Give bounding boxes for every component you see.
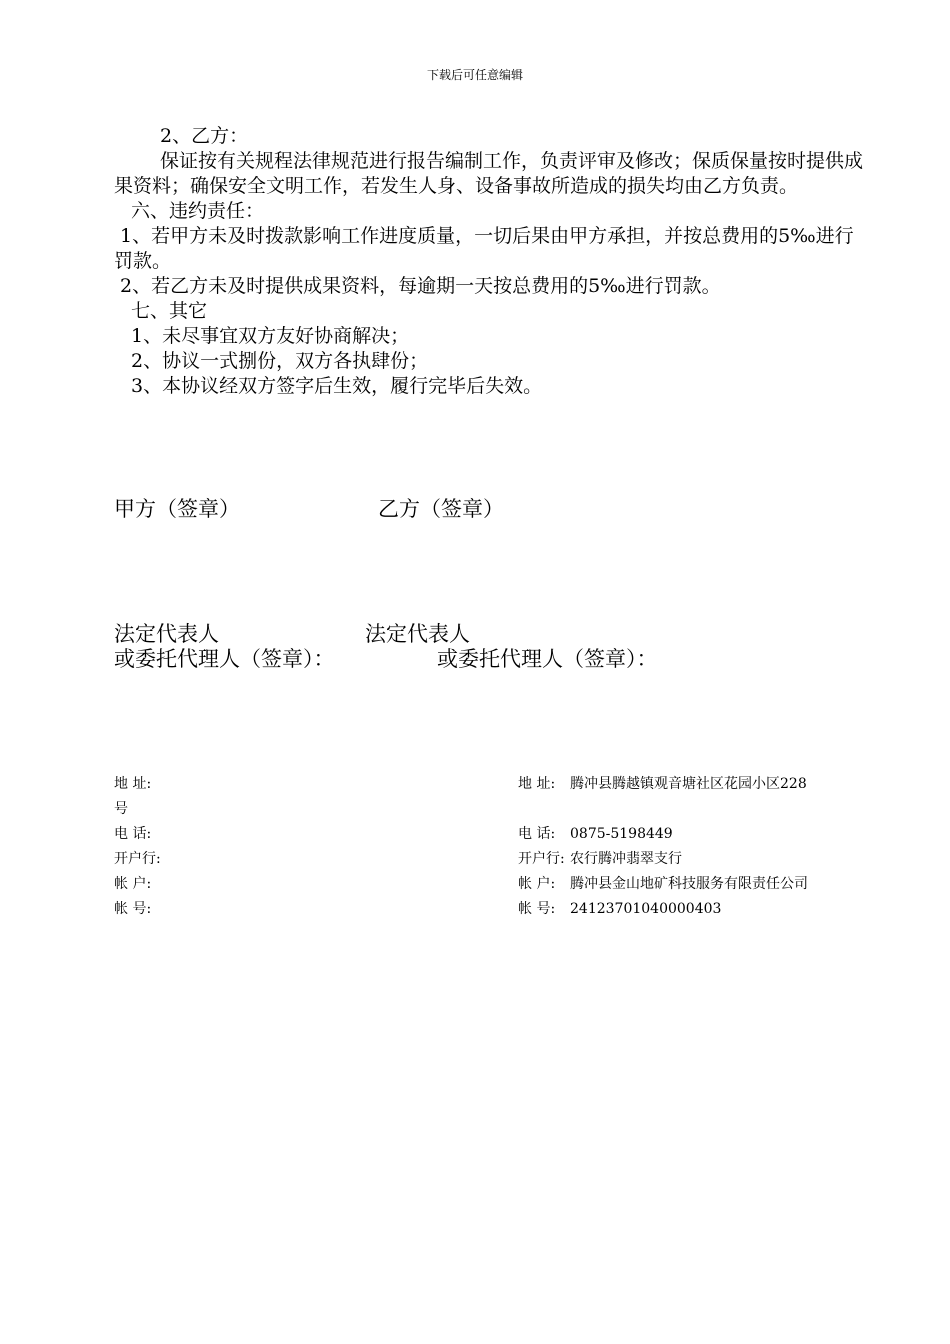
party-b-agent-label: 或委托代理人（签章）： xyxy=(437,647,658,671)
section-breach-heading: 六、违约责任： xyxy=(131,200,265,222)
party-a-agent-label: 或委托代理人（签章）： xyxy=(114,647,335,671)
other-clause-3: 3、本协议经双方签字后生效，履行完毕后失效。 xyxy=(131,375,543,397)
party-b-account-no-row xyxy=(518,897,721,922)
address-wrap-text: 号 xyxy=(114,801,128,817)
breach-clause-1: 1、若甲方未及时拨款影响工作进度质量，一切后果由甲方承担，并按总费用的5‰进行罚款。 xyxy=(114,225,854,272)
party-a-account-name-row xyxy=(114,872,166,897)
breach-clause-2: 2、若乙方未及时提供成果资料，每逾期一天按总费用的5‰进行罚款。 xyxy=(120,275,721,297)
section-other-heading: 七、其它 xyxy=(131,300,208,322)
party-b-phone-value: 0875-5198449 xyxy=(570,826,673,842)
party-a-representative-label: 法定代表人 xyxy=(114,622,219,646)
party-b-bank-row xyxy=(518,847,682,872)
party-b-phone-label: 电 话: xyxy=(518,826,556,842)
party-b-address-row xyxy=(518,772,807,797)
party-b-address-value: 腾冲县腾越镇观音塘社区花园小区228 xyxy=(570,776,807,792)
party-b-account-name-label: 帐 户: xyxy=(518,876,556,892)
party-a-account-no-label: 帐 号: xyxy=(114,901,152,917)
other-clause-1: 1、未尽事宜双方友好协商解决； xyxy=(131,325,410,347)
party-a-address-row xyxy=(114,772,166,797)
contract-body xyxy=(114,124,864,399)
party-b-bank-value: 农行腾冲翡翠支行 xyxy=(570,851,682,867)
party-b-bank-label: 开户行: xyxy=(518,851,565,867)
party-b-account-no-value: 24123701040000403 xyxy=(570,901,722,917)
party-a-account-no-row xyxy=(114,897,166,922)
page-header: 下载后可任意编辑 xyxy=(426,68,523,82)
clause-party-b-duties: 保证按有关规程法律规范进行报告编制工作，负责评审及修改；保质保量按时提供成果资料；确保安全文明工作，若发生人身、设备事故所造成的损失均由乙方负责。 xyxy=(114,150,864,197)
party-b-account-name-value: 腾冲县金山地矿科技服务有限责任公司 xyxy=(570,876,808,892)
party-b-account-name-row xyxy=(518,872,808,897)
party-b-seal-label: 乙方（签章） xyxy=(378,497,504,521)
party-a-seal-label: 甲方（签章） xyxy=(114,497,240,521)
party-a-bank-label: 开户行: xyxy=(114,851,161,867)
party-b-address-label: 地 址: xyxy=(518,776,556,792)
party-a-account-name-label: 帐 户: xyxy=(114,876,152,892)
party-a-phone-label: 电 话: xyxy=(114,826,152,842)
party-b-representative-label: 法定代表人 xyxy=(365,622,470,646)
clause-party-b-heading: 2、乙方： xyxy=(160,125,249,147)
party-a-bank-row xyxy=(114,847,166,872)
other-clause-2: 2、协议一式捌份，双方各执肆份； xyxy=(131,350,429,372)
party-b-phone-row xyxy=(518,822,673,847)
party-a-address-label: 地 址: xyxy=(114,776,152,792)
party-a-phone-row xyxy=(114,822,166,847)
party-b-account-no-label: 帐 号: xyxy=(518,901,556,917)
